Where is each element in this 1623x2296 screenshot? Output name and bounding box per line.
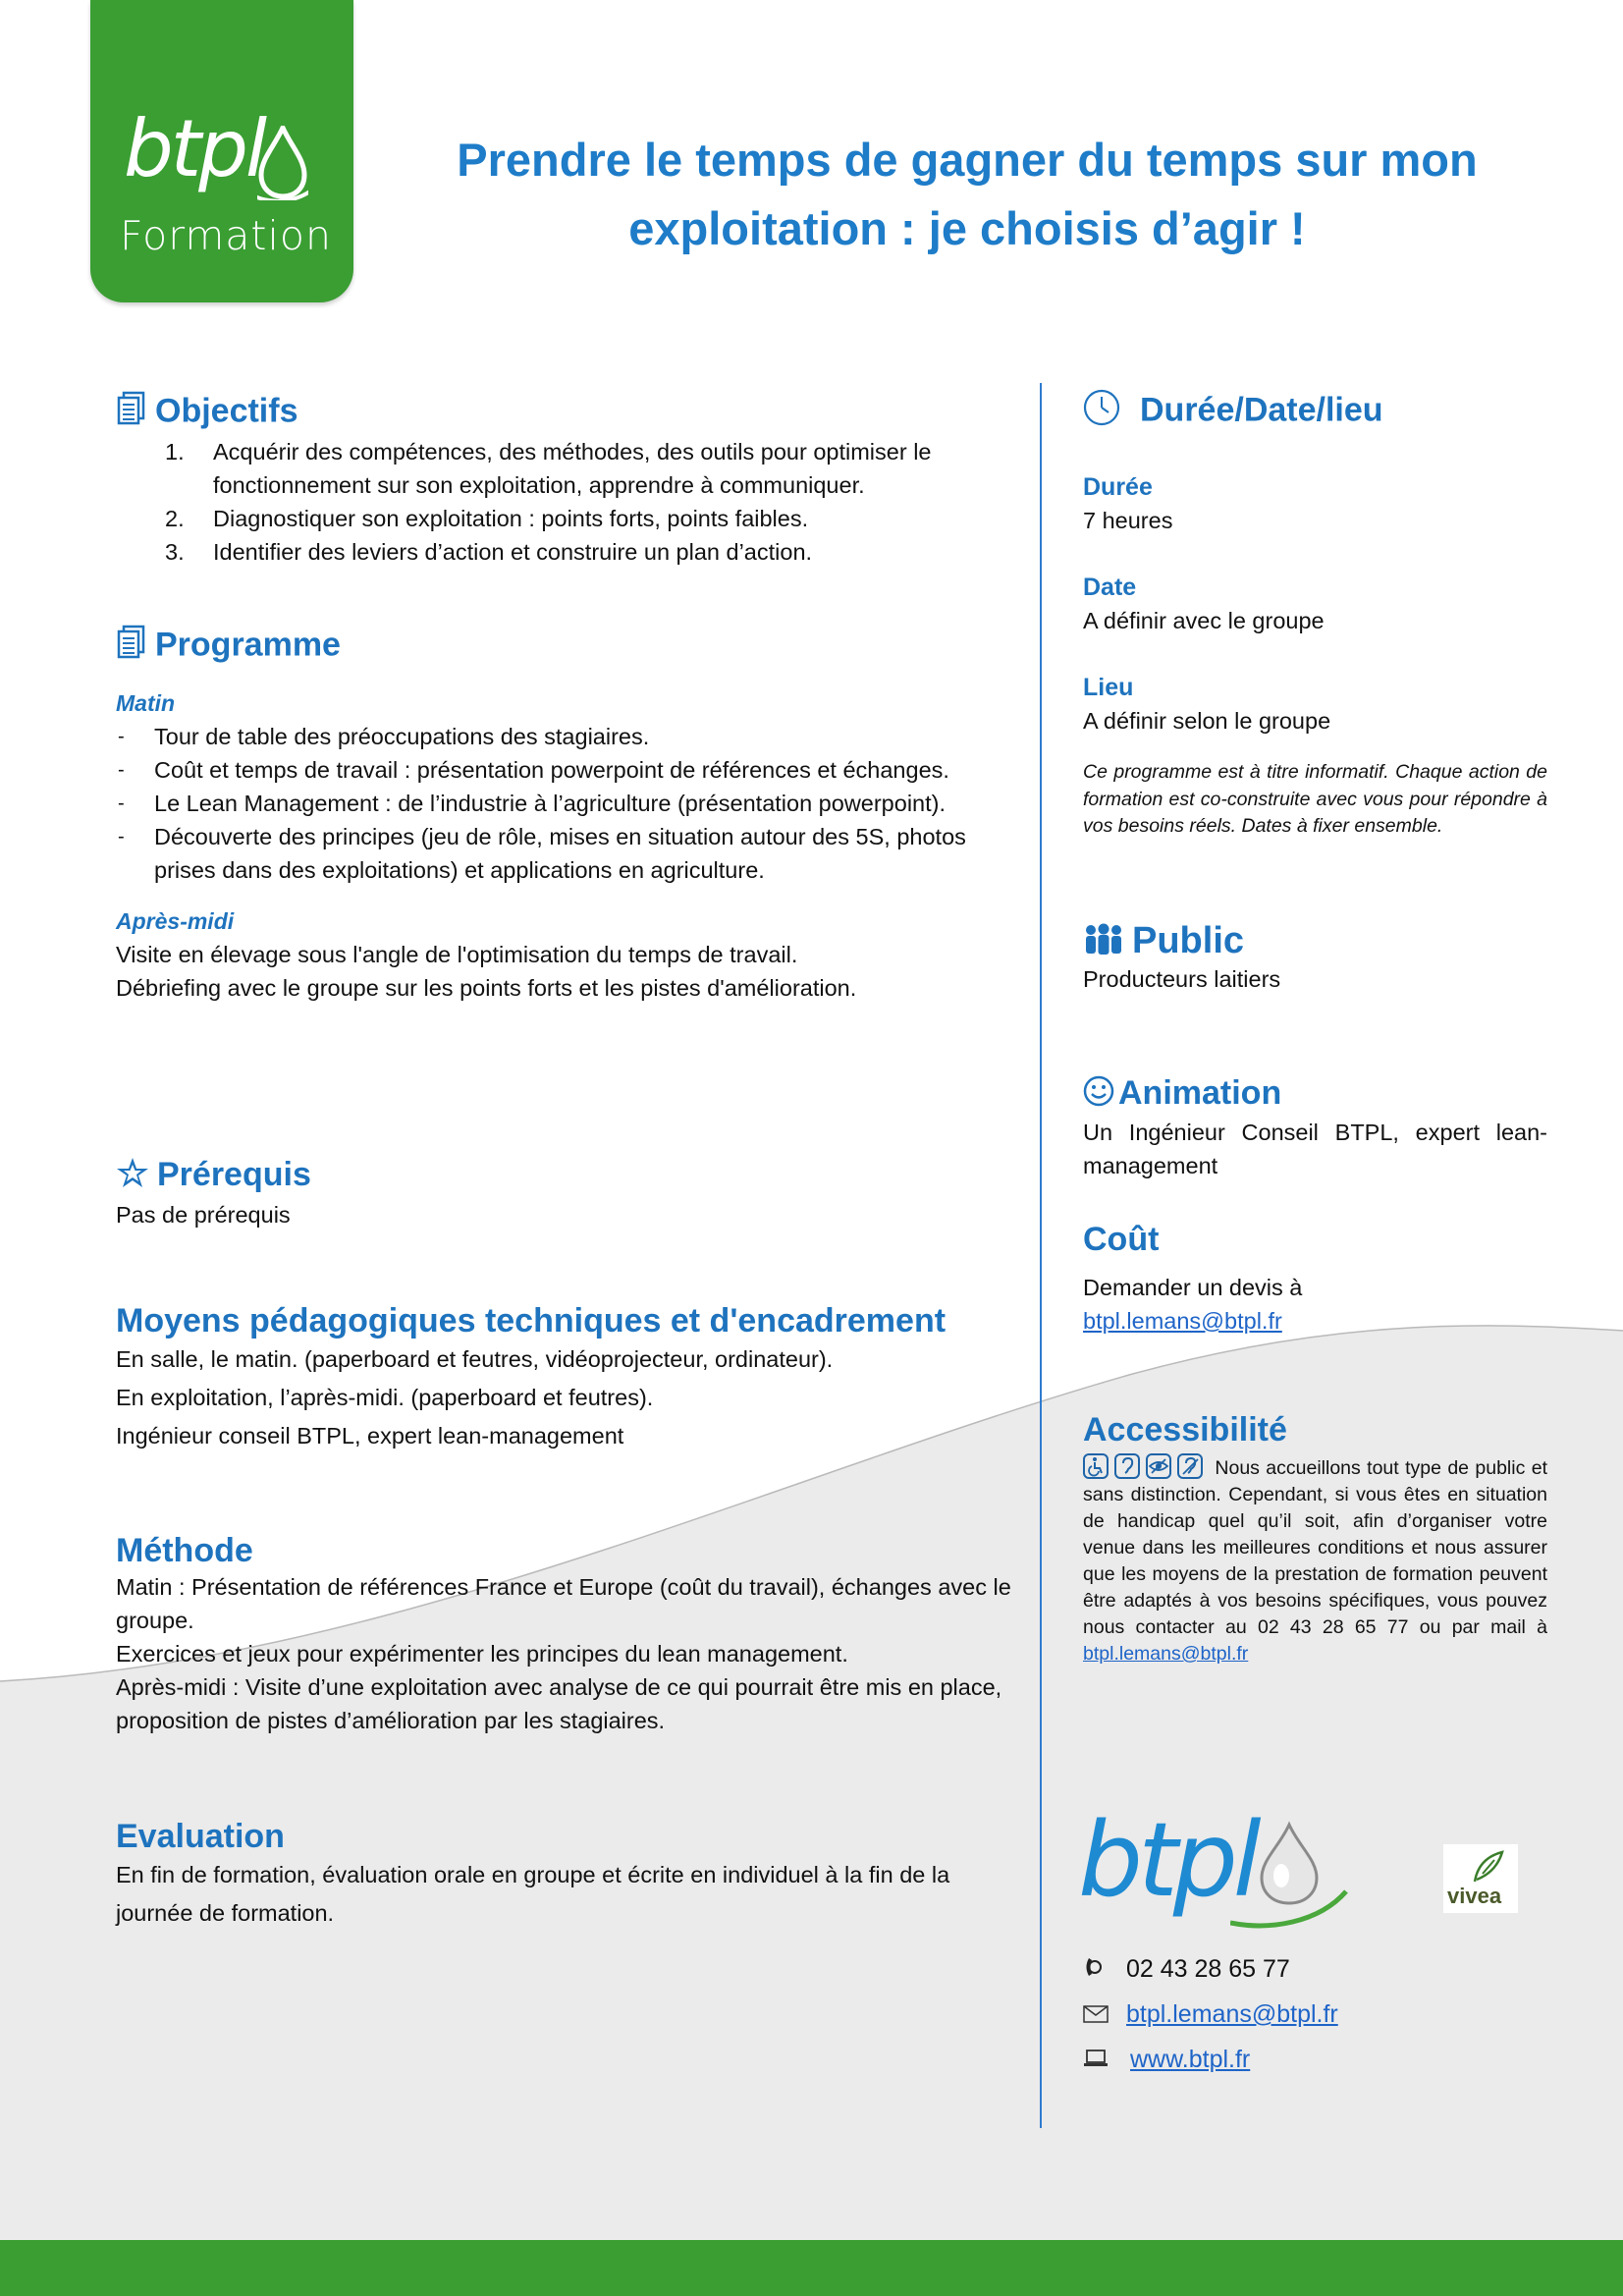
duree-heading — [1083, 389, 1547, 435]
list-item: - Découverte des principes (jeu de rôle, mises en situation autour des 5S, photos prises dans des exploitations) et applications en agriculture. — [116, 820, 1019, 887]
list-item — [116, 535, 1019, 569]
methode-paragraph: Matin : Présentation de références France et Europe (coût du travail), échanges avec le groupe. — [116, 1574, 1011, 1633]
list-number: 2. — [165, 506, 185, 531]
moyens-line: En salle, le matin. (paperboard et feutres, vidéoprojecteur, ordinateur). — [116, 1346, 834, 1372]
methode-section — [116, 1531, 1019, 1737]
prerequis-heading — [116, 1155, 1019, 1198]
animation-section — [1083, 1073, 1547, 1182]
moyens-heading: Moyens pédagogiques techniques et d'encadrement — [116, 1302, 947, 1339]
lieu-value: A définir selon le groupe — [1083, 708, 1331, 734]
duree-label: Durée — [1083, 473, 1153, 501]
logo-subtitle: Formation — [120, 212, 332, 259]
list-item: - Tour de table des préoccupations des stagiaires. — [116, 720, 1019, 753]
matin-list — [116, 720, 1019, 887]
apres-midi-line-2: Débriefing avec le groupe sur les points forts et les pistes d'amélioration. — [116, 975, 857, 1001]
list-item — [116, 502, 1019, 535]
contact-email-row — [1083, 1997, 1525, 2043]
methode-heading: Méthode — [116, 1532, 253, 1569]
page-title — [412, 126, 1522, 263]
animation-heading — [1083, 1073, 1547, 1116]
column-divider — [1040, 383, 1042, 2128]
footer-bar — [0, 2240, 1623, 2296]
programme-heading — [116, 625, 1019, 669]
animation-text: Un Ingénieur Conseil BTPL, expert lean-management — [1083, 1119, 1547, 1178]
people-icon — [1083, 923, 1124, 962]
list-text: Acquérir des compétences, des méthodes, des outils pour optimiser le fonctionnement sur son exploitation, apprendre à communiquer. — [213, 439, 932, 498]
animation-title: Animation — [1118, 1074, 1282, 1112]
accessibilite-email-link[interactable]: btpl.lemans@btpl.fr — [1083, 1643, 1249, 1665]
date-label: Date — [1083, 574, 1137, 601]
cout-email-link[interactable]: btpl.lemans@btpl.fr — [1083, 1308, 1282, 1334]
btpl-logo-text: btpl — [1078, 1800, 1257, 1920]
contact-block — [1083, 1952, 1525, 2088]
cout-section — [1083, 1220, 1547, 1338]
star-icon — [116, 1156, 149, 1198]
contact-web-row — [1083, 2043, 1525, 2088]
moyens-section — [116, 1301, 1019, 1455]
list-text: Identifier des leviers d’action et construire un plan d’action. — [213, 539, 813, 565]
evaluation-section — [116, 1817, 1019, 1933]
list-item: - Coût et temps de travail : présentation powerpoint de références et échanges. — [116, 753, 1019, 787]
matin-label: Matin — [116, 690, 176, 716]
list-item: - Le Lean Management : de l’industrie à l’agriculture (présentation powerpoint). — [116, 787, 1019, 820]
duree-value: 7 heures — [1083, 508, 1173, 533]
title-line-2: exploitation : je choisis d’agir ! — [628, 202, 1306, 254]
moyens-line: En exploitation, l’après-midi. (paperboard et feutres). — [116, 1385, 654, 1410]
apres-midi-label: Après-midi — [116, 908, 235, 934]
list-number: 1. — [165, 439, 185, 465]
duree-title: Durée/Date/lieu — [1140, 391, 1383, 429]
vivea-logo — [1443, 1844, 1518, 1913]
accessibilite-text-block — [1083, 1455, 1547, 1667]
smiley-icon — [1083, 1075, 1114, 1116]
public-text: Producteurs laitiers — [1083, 965, 1281, 992]
duree-section — [1083, 389, 1547, 841]
public-title: Public — [1132, 920, 1245, 961]
contact-email-link[interactable]: btpl.lemans@btpl.fr — [1126, 2000, 1338, 2028]
accessibilite-heading: Accessibilité — [1083, 1411, 1287, 1449]
programme-note: Ce programme est à titre informatif. Chaque action de formation est co-construite avec vous pour répondre à vos besoins réels. Dates à fixer ensemble. — [1083, 761, 1547, 837]
prerequis-title: Prérequis — [157, 1156, 311, 1193]
evaluation-text: En fin de formation, évaluation orale en groupe et écrite en individuel à la fin de la journée de formation. — [116, 1862, 950, 1926]
list-text: Diagnostiquer son exploitation : points forts, points faibles. — [213, 506, 809, 531]
btpl-formation-logo — [90, 0, 353, 302]
contact-phone-row — [1083, 1952, 1525, 1997]
accessibilite-section — [1083, 1410, 1547, 1667]
wheelchair-icon — [1083, 1453, 1109, 1479]
document-icon — [116, 625, 147, 669]
title-line-1: Prendre le temps de gagner du temps sur mon — [457, 134, 1478, 186]
programme-section — [116, 625, 1019, 1005]
contact-web-link[interactable]: www.btpl.fr — [1130, 2046, 1251, 2073]
clock-icon — [1083, 389, 1120, 435]
objectifs-section — [116, 391, 1019, 569]
apres-midi-line-1: Visite en élevage sous l'angle de l'optimisation du temps de travail. — [116, 942, 798, 967]
contact-phone: 02 43 28 65 77 — [1126, 1955, 1290, 1983]
logo-brand-text: btpl — [124, 103, 265, 194]
lieu-label: Lieu — [1083, 674, 1134, 701]
list-item — [116, 435, 1019, 502]
moyens-line: Ingénieur conseil BTPL, expert lean-management — [116, 1423, 624, 1449]
list-number: 3. — [165, 539, 185, 565]
methode-paragraph: Après-midi : Visite d’une exploitation avec analyse de ce qui pourrait être mis en place, proposition de pistes d’amélioration par les stagiaires. — [116, 1674, 1002, 1733]
prerequis-section — [116, 1155, 1019, 1231]
cout-heading: Coût — [1083, 1221, 1160, 1258]
document-icon — [116, 391, 147, 435]
visual-icon — [1146, 1453, 1171, 1479]
public-heading — [1083, 921, 1547, 962]
leaf-icon — [1469, 1848, 1508, 1884]
computer-icon — [1083, 2044, 1112, 2077]
evaluation-heading: Evaluation — [116, 1818, 285, 1855]
programme-title: Programme — [155, 626, 341, 664]
prerequis-text: Pas de prérequis — [116, 1201, 291, 1228]
btpl-logo — [1078, 1800, 1343, 1935]
deaf-icon — [1177, 1453, 1203, 1479]
accessibilite-text: Nous accueillons tout type de public et sans distinction. Cependant, si vous êtes en situation de handicap quel qu’il soit, afin d’organiser votre venue dans les meilleures conditions et nous assurer que les moyens de la prestation de formation peuvent être adaptés à vos besoins spécifiques, vous pouvez nous contacter au 02 43 28 65 77 ou par mail à — [1083, 1457, 1547, 1638]
hearing-icon — [1114, 1453, 1140, 1479]
date-value: A définir avec le groupe — [1083, 608, 1325, 633]
phone-icon — [1083, 1953, 1112, 1987]
methode-paragraph: Exercices et jeux pour expérimenter les principes du lean management. — [116, 1641, 848, 1667]
objectifs-heading — [116, 391, 1019, 435]
vivea-logo-text: vivea — [1447, 1884, 1502, 1908]
cout-text: Demander un devis à — [1083, 1275, 1303, 1300]
water-drop-icon — [257, 126, 308, 200]
envelope-icon — [1083, 1998, 1112, 2032]
objectifs-title: Objectifs — [155, 392, 298, 430]
objectifs-list — [116, 435, 1019, 569]
btpl-drop-icon — [1230, 1821, 1348, 1929]
public-section — [1083, 921, 1547, 996]
